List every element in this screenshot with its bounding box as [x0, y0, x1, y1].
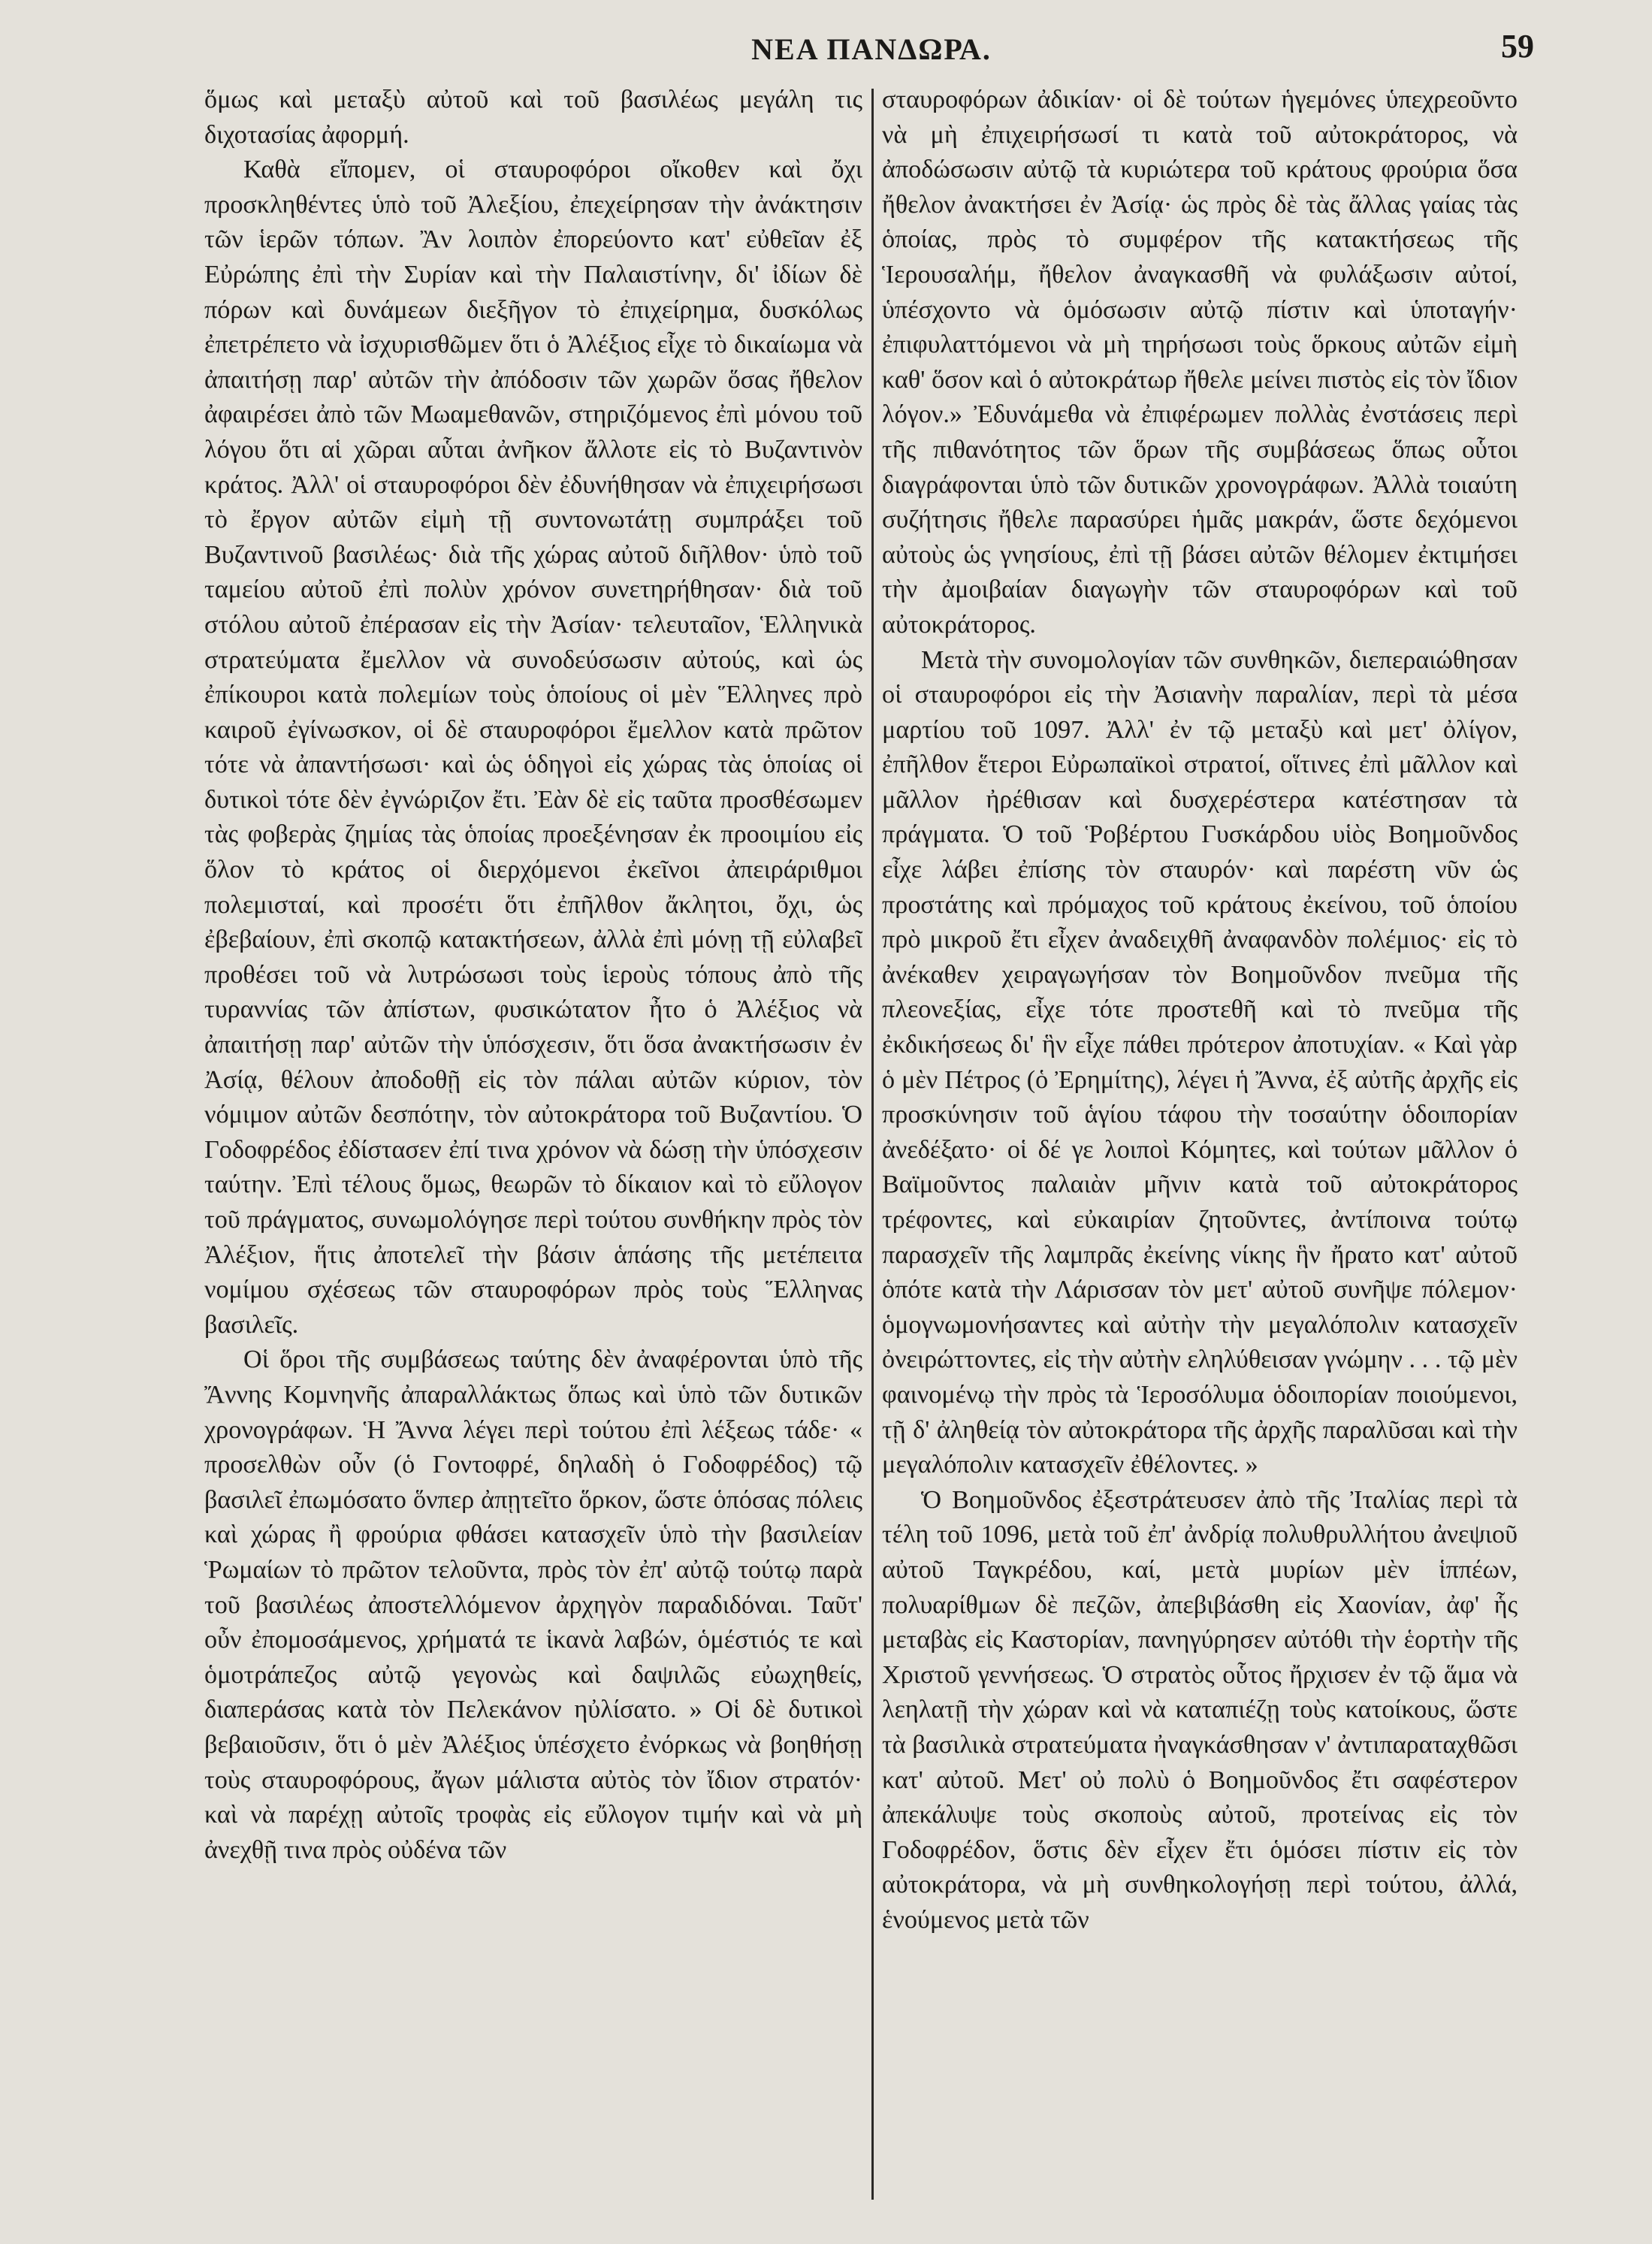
journal-title: ΝΕΑ ΠΑΝΔΩΡΑ.	[751, 32, 992, 66]
column-divider	[871, 89, 874, 2200]
paragraph-continued: ὅμως καὶ μεταξὺ αὐτοῦ καὶ τοῦ βασιλέως μεγάλη τις διχοτασίας ἀφορμή.	[204, 86, 862, 149]
right-column	[882, 83, 1518, 2216]
paragraph: Μετὰ τὴν συνομολογίαν τῶν συνθηκῶν, διεπεραιώθησαν οἱ σταυροφόροι εἰς τὴν Ἀσιανὴν παραλίαν, περὶ τὰ μέσα μαρτίου τοῦ 1097. Ἀλλ' ἐν τῷ μεταξὺ καὶ μετ' ὀλίγον, ἐπῆλθον ἕτεροι Εὐρωπαϊκοὶ στρατοί, οἵτινες ἐπὶ μᾶλλον καὶ μᾶλλον ἠρέθισαν καὶ δυσχερέστερα κατέστησαν τὰ πράγματα. Ὁ τοῦ Ῥοβέρτου Γυσκάρδου υἱὸς Βοημοῦνδος εἶχε λάβει ἐπίσης τὸν σταυρόν· καὶ παρέστη νῦν ὡς προστάτης καὶ πρόμαχος τοῦ κράτους ἐκείνου, τοῦ ὁποίου πρὸ μικροῦ ἔτι εἶχεν ἀναδειχθῆ ἀναφανδὸν πολέμιος· εἰς τὸ ἀνέκαθεν χειραγωγήσαν τὸν Βοημοῦνδον πνεῦμα τῆς πλεονεξίας, εἶχε τότε προστεθῆ καὶ τὸ πνεῦμα τῆς ἐκδικήσεως δι' ἣν εἶχε πάθει πρότερον ἀποτυχίαν. « Καὶ γὰρ ὁ μὲν Πέτρος (ὁ Ἐρημίτης), λέγει ἡ Ἄννα, ἐξ αὐτῆς ἀρχῆς εἰς προσκύνησιν τοῦ ἁγίου τάφου τὴν τοσαύτην ὁδοιπορίαν ἀνεδέξατο· οἱ δέ γε λοιποὶ Κόμητες, καὶ τούτων μᾶλλον ὁ Βαϊμοῦντος παλαιὰν μῆνιν κατὰ τοῦ αὐτοκράτορος τρέφοντες, καὶ εὐκαιρίαν ζητοῦντες, ἀντίποινα τούτῳ παρασχεῖν τῆς λαμπρᾶς ἐκείνης νίκης ἣν ἤρατο κατ' αὐτοῦ ὁπότε κατὰ τὴν Λάρισσαν τὸν μετ' αὐτοῦ συνῆψε πόλεμον· ὁμογνωμονήσαντες καὶ αὐτὴν τὴν μεγαλόπολιν κατασχεῖν ὀνειρώττοντες, εἰς τὴν αὐτὴν εληλύθεισαν γνώμην . . . τῷ μὲν φαινομένῳ τὴν πρὸς τὰ Ἱεροσόλυμα ὁδοιπορίαν ποιούμενοι, τῇ δ' ἀληθείᾳ τὸν αὐτοκράτορα τῆς ἀρχῆς παραλῦσαι καὶ τὴν μεγαλόπολιν κατασχεῖν ἐθέλοντες. »	[882, 645, 1518, 1479]
page-number: 59	[1501, 28, 1534, 65]
left-column	[204, 83, 862, 2216]
paragraph: Ὁ Βοημοῦνδος ἐξεστράτευσεν ἀπὸ τῆς Ἰταλίας περὶ τὰ τέλη τοῦ 1096, μετὰ τοῦ ἐπ' ἀνδρίᾳ πολυθρυλλήτου ἀνεψιοῦ αὐτοῦ Ταγκρέδου, καί, μετὰ μυρίων μὲν ἱππέων, πολυαρίθμων δὲ πεζῶν, ἀπεβιβάσθη εἰς Χαονίαν, ἀφ' ἧς μεταβὰς εἰς Καστορίαν, πανηγύρησεν αὐτόθι τὴν ἑορτὴν τῆς Χριστοῦ γεννήσεως. Ὁ στρατὸς οὗτος ἤρχισεν ἐν τῷ ἅμα νὰ λεηλατῇ τὴν χώραν καὶ νὰ καταπιέζῃ τοὺς κατοίκους, ὥστε τὰ βασιλικὰ στρατεύματα ἠναγκάσθησαν ν' ἀντιπαραταχθῶσι κατ' αὐτοῦ. Μετ' οὐ πολὺ ὁ Βοημοῦνδος ἔτι σαφέστερον ἀπεκάλυψε τοὺς σκοποὺς αὐτοῦ, προτείνας εἰς τὸν Γοδοφρέδον, ὅστις δὲν εἶχεν ἔτι ὁμόσει πίστιν εἰς τὸν αὐτοκράτορα, νὰ μὴ συνθηκολογήσῃ περὶ τούτου, ἀλλά, ἑνούμενος μετὰ τῶν	[882, 1485, 1518, 1934]
running-head	[0, 29, 1652, 74]
paragraph: Οἱ ὅροι τῆς συμβάσεως ταύτης δὲν ἀναφέρονται ὑπὸ τῆς Ἄννης Κομνηνῆς ἀπαραλλάκτως ὅπως καὶ ὑπὸ τῶν δυτικῶν χρονογράφων. Ἡ Ἄννα λέγει περὶ τούτου ἐπὶ λέξεως τάδε· « προσελθὼν οὖν (ὁ Γοντοφρέ, δηλαδὴ ὁ Γοδοφρέδος) τῷ βασιλεῖ ἐπωμόσατο ὅνπερ ἀπῃτεῖτο ὅρκον, ὥστε ὁπόσας πόλεις καὶ χώρας ἢ φρούρια φθάσει κατασχεῖν ὑπὸ τὴν βασιλείαν Ῥωμαίων τὸ πρῶτον τελοῦντα, πρὸς τὸν ἐπ' αὐτῷ τούτῳ παρὰ τοῦ βασιλέως ἀποστελλόμενον ἀρχηγὸν παραδιδόναι. Ταῦτ' οὖν ἐπομοσάμενος, χρήματά τε ἱκανὰ λαβών, ὁμέστιός τε καὶ ὁμοτράπεζος αὐτῷ γεγονὼς καὶ δαψιλῶς εὐωχηθείς, διαπεράσας κατὰ τὸν Πελεκάνον ηὐλίσατο. » Οἱ δὲ δυτικοὶ βεβαιοῦσιν, ὅτι ὁ μὲν Ἀλέξιος ὑπέσχετο ἐνόρκως νὰ βοηθήσῃ τοὺς σταυροφόρους, ἄγων μάλιστα αὐτὸς τὸν ἴδιον στρατόν· καὶ νὰ παρέχῃ αὐτοῖς τροφὰς εἰς εὔλογον τιμήν καὶ νὰ μὴ ἀνεχθῇ τινα πρὸς οὐδένα τῶν	[204, 1345, 862, 1864]
paragraph: Καθὰ εἴπομεν, οἱ σταυροφόροι οἴκοθεν καὶ ὄχι προσκληθέντες ὑπὸ τοῦ Ἀλεξίου, ἐπεχείρησαν τὴν ἀνάκτησιν τῶν ἱερῶν τόπων. Ἂν λοιπὸν ἐπορεύοντο κατ' εὐθεῖαν ἐξ Εὐρώπης ἐπὶ τὴν Συρίαν καὶ τὴν Παλαιστίνην, δι' ἰδίων δὲ πόρων καὶ δυνάμεων διεξῆγον τὸ ἐπιχείρημα, δυσκόλως ἐπετρέπετο νὰ ἰσχυρισθῶμεν ὅτι ὁ Ἀλέξιος εἶχε τὸ δικαίωμα νὰ ἀπαιτήσῃ παρ' αὐτῶν τὴν ἀπόδοσιν τῶν χωρῶν ὅσας ἤθελον ἀφαιρέσει ἀπὸ τῶν Μωαμεθανῶν, στηριζόμενος ἐπὶ μόνου τοῦ λόγου ὅτι αἱ χῶραι αὗται ἀνῆκον ἄλλοτε εἰς τὸ Βυζαντινὸν κράτος. Ἀλλ' οἱ σταυροφόροι δὲν ἐδυνήθησαν νὰ ἐπιχειρήσωσι τὸ ἔργον αὐτῶν εἰμὴ τῇ συντονωτάτῃ συμπράξει τοῦ Βυζαντινοῦ βασιλέως· διὰ τῆς χώρας αὐτοῦ διῆλθον· ὑπὸ τοῦ ταμείου αὐτοῦ ἐπὶ πολὺν χρόνον συνετηρήθησαν· διὰ τοῦ στόλου αὐτοῦ ἐπέρασαν εἰς τὴν Ἀσίαν· τελευταῖον, Ἑλληνικὰ στρατεύματα ἔμελλον νὰ συνοδεύσωσιν αὐτούς, καὶ ὡς ἐπίκουροι κατὰ πολεμίων τοὺς ὁποίους οἱ μὲν Ἕλληνες πρὸ καιροῦ ἐγίνωσκον, οἱ δὲ σταυροφόροι ἔμελλον κατὰ πρῶτον τότε νὰ ἀπαντήσωσι· καὶ ὡς ὁδηγοὶ εἰς χώρας τὰς ὁποίας οἱ δυτικοὶ τότε δὲν ἐγνώριζον ἔτι. Ἐὰν δὲ εἰς ταῦτα προσθέσωμεν τὰς φοβερὰς ζημίας τὰς ὁποίας προεξένησαν ἐκ προοιμίου εἰς ὅλον τὸ κράτος οἱ διερχόμενοι ἐκεῖνοι ἀπειράριθμοι πολεμισταί, καὶ προσέτι ὅτι ἐπῆλθον ἄκλητοι, ὄχι, ὡς ἐβεβαίουν, ἐπὶ σκοπῷ κατακτήσεων, ἀλλὰ ἐπὶ μόνῃ τῇ εὐλαβεῖ προθέσει τοῦ νὰ λυτρώσωσι τοὺς ἱεροὺς τόπους ἀπὸ τῆς τυραννίας τῶν ἀπίστων, φυσικώτατον ἦτο ὁ Ἀλέξιος νὰ ἀπαιτήσῃ παρ' αὐτῶν τὴν ὑπόσχεσιν, ὅτι ὅσα ἀνακτήσωσιν ἐν Ἀσίᾳ, θέλουν ἀποδοθῇ εἰς τὸν πάλαι αὐτῶν κύριον, τὸν νόμιμον αὐτῶν δεσπότην, τὸν αὐτοκράτορα τοῦ Βυζαντίου. Ὁ Γοδοφρέδος ἐδίστασεν ἐπί τινα χρόνον νὰ δώσῃ τὴν ὑπόσχεσιν ταύτην. Ἐπὶ τέλους ὅμως, θεωρῶν τὸ δίκαιον καὶ τὸ εὔλογον τοῦ πράγματος, συνωμολόγησε περὶ τούτου συνθήκην πρὸς τὸν Ἀλέξιον, ἥτις ἀποτελεῖ τὴν βάσιν ἁπάσης τῆς μετέπειτα νομίμου σχέσεως τῶν σταυροφόρων πρὸς τοὺς Ἕλληνας βασιλεῖς.	[204, 156, 862, 1339]
paragraph-continued: σταυροφόρων ἀδικίαν· οἱ δὲ τούτων ἡγεμόνες ὑπεχρεοῦντο νὰ μὴ ἐπιχειρήσωσί τι κατὰ τοῦ αὐτοκράτορος, νὰ ἀποδώσωσιν αὐτῷ τὰ κυριώτερα τοῦ κράτους φρούρια ὅσα ἤθελον ἀνακτήσει ἐν Ἀσίᾳ· ὡς πρὸς δὲ τὰς ἄλλας γαίας τὰς ὁποίας, πρὸς τὸ συμφέρον τῆς κατακτήσεως τῆς Ἱερουσαλήμ, ἤθελον ἀναγκασθῆ νὰ φυλάξωσιν αὐτοί, ὑπέσχοντο νὰ ὁμόσωσιν αὐτῷ πίστιν καὶ ὑποταγήν· ἐπιφυλαττόμενοι νὰ μὴ τηρήσωσι τοὺς ὅρκους αὐτῶν εἰμὴ καθ' ὅσον καὶ ὁ αὐτοκράτωρ ἤθελε μείνει πιστὸς εἰς τὸν ἴδιον λόγον.» Ἐδυνάμεθα νὰ ἐπιφέρωμεν πολλὰς ἐνστάσεις περὶ τῆς πιθανότητος τῶν ὅρων τῆς συμβάσεως ὅπως οὗτοι διαγράφονται ὑπὸ τῶν δυτικῶν χρονογράφων. Ἀλλὰ τοιαύτη συζήτησις ἤθελε παρασύρει ἡμᾶς μακράν, ὥστε δεχόμενοι αὐτοὺς ὡς γνησίους, ἐπὶ τῇ βάσει αὐτῶν θέλομεν ἐκτιμήσει τὴν ἀμοιβαίαν διαγωγὴν τῶν σταυροφόρων καὶ τοῦ αὐτοκράτορος.	[882, 86, 1518, 639]
